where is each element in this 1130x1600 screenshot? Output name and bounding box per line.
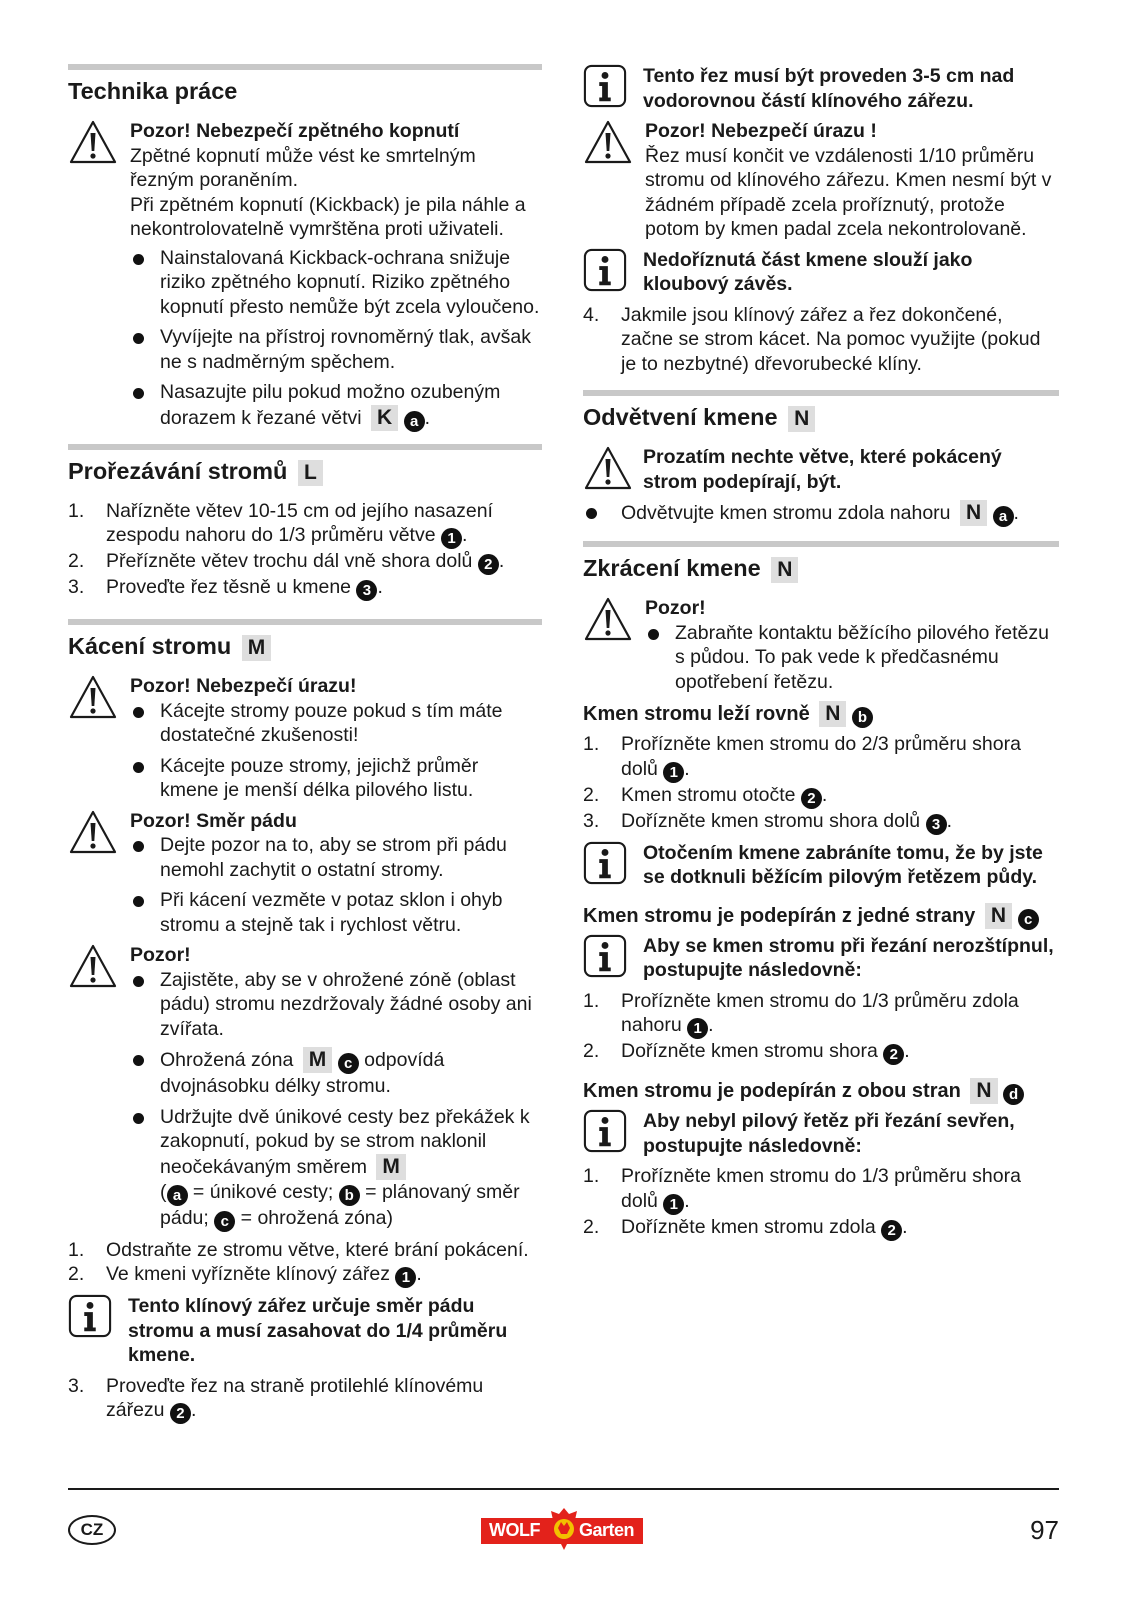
warning-branches: Prozatím nechte větve, které pokácený strom podepírají, být. (583, 445, 1059, 494)
subheading-one-side: Kmen stromu je podepírán z jedné strany N c (583, 902, 1059, 930)
list-item: Udržujte dvě únikové cesty bez překážek k zakopnutí, pokud by se strom naklonil neočekávaným směrem M ( a = únikové cesty; b = plánovaný směr pádu; c = ohrožená zóna) (130, 1105, 542, 1232)
figure-ref: N (985, 903, 1012, 929)
step-item: 4. Jakmile jsou klínový zářez a řez dokončené, začne se strom kácet. Na pomoc využijte (pokud je to nezbytné) dřevorubecké klíny. (583, 303, 1041, 375)
warning-injury-right (583, 119, 1059, 242)
warning-title: Pozor! Směr pádu (130, 809, 297, 832)
warning-icon (583, 596, 633, 642)
step-item: 2. Přeřízněte větev trochu dál vně shora dolů 2 . (68, 550, 505, 573)
warning-danger-zone (68, 943, 542, 1232)
step-item: 1. Prořízněte kmen stromu do 2/3 průměru shora dolů 1 . (583, 733, 1021, 781)
figure-ref: L (298, 460, 323, 486)
warning-title: Pozor! (130, 944, 191, 966)
steps-kaceni-cont (68, 1374, 542, 1425)
warning-icon (68, 674, 118, 720)
right-column (583, 64, 1059, 1247)
figure-ref: K (371, 405, 398, 431)
figure-ref: N (819, 701, 846, 727)
info-wedge: Tento klínový zářez určuje směr pádu stromu a musí zasahovat do 1/4 průměru kmene. (68, 1294, 542, 1368)
step-item: 2. Kmen stromu otočte 2 . (583, 783, 828, 807)
list-item: Dejte pozor na to, aby se strom při pádu nemohl zachytit o ostatní stromy. (130, 833, 542, 882)
warning-text: Řez musí končit ve vzdálenosti 1/10 průměru stromu od klínového zářezu. Kmen nesmí být v žádném případě zcela proříznutý, protože potom by kmen padal zcela nekontrolovaně. (645, 144, 1052, 240)
callout-marker: b (339, 1185, 360, 1206)
list-item: Odvětvujte kmen stromu zdola nahoru N a . (583, 500, 1059, 527)
warning-icon (68, 943, 118, 989)
warning-soil (583, 596, 1059, 694)
info-icon (583, 841, 627, 885)
subheading-both-sides: Kmen stromu je podepírán z obou stran N d (583, 1077, 1059, 1105)
callout-marker: 2 (801, 788, 822, 809)
section-divider (583, 541, 1059, 547)
wolf-emblem-icon (547, 1506, 581, 1552)
callout-marker: 2 (478, 554, 499, 575)
step-item: 2. Dořízněte kmen stromu zdola 2 . (583, 1215, 908, 1239)
warning-icon (583, 445, 633, 491)
callout-marker: 1 (663, 1194, 684, 1215)
steps-prorezavani (68, 499, 542, 602)
step-item: 2. Ve kmeni vyřízněte klínový zářez 1 . (68, 1263, 422, 1286)
steps-both-sides (583, 1164, 1059, 1241)
logo-text-wolf: WOLF (489, 1520, 540, 1540)
callout-marker: c (338, 1053, 359, 1074)
warning-fall-direction (68, 809, 542, 938)
info-icon (583, 1109, 627, 1153)
callout-marker: c (1018, 909, 1039, 930)
warning-title: Pozor! Nebezpečí úrazu! (130, 675, 357, 697)
callout-marker: a (404, 411, 425, 432)
step-item: 3. Proveďte řez těsně u kmene 3 . (68, 576, 383, 599)
step-item: 3. Proveďte řez na straně protilehlé klínovému zářezu 2 . (68, 1374, 484, 1422)
info-icon (68, 1294, 112, 1338)
callout-marker: d (1003, 1084, 1024, 1105)
callout-marker: 1 (663, 762, 684, 783)
callout-marker: 3 (356, 580, 377, 601)
steps-felling-cont (583, 303, 1059, 377)
page-number: 97 (1030, 1515, 1059, 1545)
section-divider (68, 619, 542, 625)
left-column (68, 64, 542, 1430)
warning-kickback (68, 119, 542, 432)
figure-ref: M (303, 1047, 333, 1073)
language-badge: CZ (68, 1515, 116, 1545)
figure-ref: N (788, 406, 815, 432)
warning-title: Pozor! (645, 597, 706, 619)
info-cut-height: Tento řez musí být proveden 3-5 cm nad vodorovnou částí klínového zářezu. (583, 64, 1059, 113)
section-title-odvetveni: Odvětvení kmene N (583, 402, 1059, 433)
brand-logo (481, 1506, 643, 1552)
list-item: Kácejte stromy pouze pokud s tím máte dostatečné zkušenosti! (130, 699, 542, 748)
info-hinge: Nedoříznutá část kmene slouží jako kloubový závěs. (583, 248, 1059, 297)
footer-rule (68, 1488, 1059, 1490)
section-title-kaceni: Kácení stromu M (68, 631, 542, 662)
list-item: Zabraňte kontaktu běžícího pilového řetězu s půdou. To pak vede k předčasnému opotřebení řetězu. (645, 621, 1059, 695)
section-divider (68, 64, 542, 70)
callout-marker: 1 (441, 528, 462, 549)
subheading-flat: Kmen stromu leží rovně N b (583, 700, 1059, 728)
list-item: Zajistěte, aby se v ohrožené zóně (oblast pádu) stromu nezdržovaly žádné osoby ani zvířata. (130, 968, 542, 1042)
list-item: Při kácení vezměte v potaz sklon i ohyb stromu a stejně tak i rychlost větru. (130, 888, 542, 937)
callout-marker: 1 (395, 1267, 416, 1288)
info-split: Aby se kmen stromu při řezání nerozštípnul, postupujte následovně: (583, 934, 1059, 983)
callout-marker: 2 (881, 1220, 902, 1241)
steps-kaceni (68, 1238, 542, 1289)
warning-title: Pozor! Nebezpečí zpětného kopnutí (130, 120, 460, 142)
section-divider (68, 444, 542, 450)
figure-ref: M (376, 1154, 406, 1180)
warning-icon (583, 119, 633, 165)
figure-ref: M (242, 635, 272, 661)
figure-ref: N (970, 1078, 997, 1104)
callout-marker: 2 (170, 1403, 191, 1424)
info-icon (583, 934, 627, 978)
callout-marker: 3 (926, 814, 947, 835)
list-item: Kácejte pouze stromy, jejichž průměr kmene je menší délka pilového listu. (130, 754, 542, 803)
warning-icon (68, 119, 118, 165)
info-rotate: Otočením kmene zabráníte tomu, že by jste se dotknuli běžícím pilovým řetězem půdy. (583, 841, 1059, 890)
steps-flat (583, 732, 1059, 835)
callout-marker: b (852, 707, 873, 728)
logo-text-garten: Garten (579, 1520, 635, 1540)
list-item: Nainstalovaná Kickback-ochrana snižuje riziko zpětného kopnutí. Riziko zpětného kopnutí přesto nemůže být zcela vyloučeno. (130, 246, 542, 320)
info-pinch: Aby nebyl pilový řetěz při řezání sevřen, postupujte následovně: (583, 1109, 1059, 1158)
list-item: Nasazujte pilu pokud možno ozubeným dorazem k řezané větvi K a . (130, 380, 542, 432)
section-divider (583, 390, 1059, 396)
step-item: 1. Prořízněte kmen stromu do 1/3 průměru zdola nahoru 1 . (583, 989, 1019, 1037)
step-item: 3. Dořízněte kmen stromu shora dolů 3 . (583, 809, 952, 833)
callout-marker: c (214, 1211, 235, 1232)
figure-ref: N (960, 500, 987, 526)
info-icon (583, 64, 627, 108)
step-item: 1. Nařízněte větev 10-15 cm od jejího nasazení zespodu nahoru do 1/3 průměru větve 1 . (68, 499, 493, 547)
section-title-prorezavani: Prořezávání stromů L (68, 456, 542, 487)
warning-text: Při zpětném kopnutí (Kickback) je pila náhle a nekontrolovatelně vymrštěna proti uživateli. (130, 193, 526, 240)
callout-marker: a (167, 1185, 188, 1206)
section-title-zkraceni: Zkrácení kmene N (583, 553, 1059, 584)
warning-injury (68, 674, 542, 803)
warning-text: Zpětné kopnutí může vést ke smrtelným řezným poraněním. (130, 144, 476, 191)
callout-marker: 1 (687, 1018, 708, 1039)
section-title-technika: Technika práce (68, 78, 238, 104)
step-item: 1. Prořízněte kmen stromu do 1/3 průměru shora dolů 1 . (583, 1165, 1021, 1213)
step-item: 2. Dořízněte kmen stromu shora 2 . (583, 1040, 910, 1063)
step-item: 1. Odstraňte ze stromu větve, které brání pokácení. (68, 1238, 529, 1261)
steps-one-side (583, 989, 1059, 1066)
callout-marker: 2 (883, 1044, 904, 1065)
info-icon (583, 248, 627, 292)
warning-title: Pozor! Nebezpečí úrazu ! (645, 120, 877, 142)
figure-ref: N (771, 557, 798, 583)
callout-marker: a (993, 506, 1014, 527)
list-item: Vyvíjejte na přístroj rovnoměrný tlak, avšak ne s nadměrným spěchem. (130, 325, 542, 374)
list-item: Ohrožená zóna M c odpovídá dvojnásobku délky stromu. (130, 1047, 542, 1099)
warning-icon (68, 809, 118, 855)
